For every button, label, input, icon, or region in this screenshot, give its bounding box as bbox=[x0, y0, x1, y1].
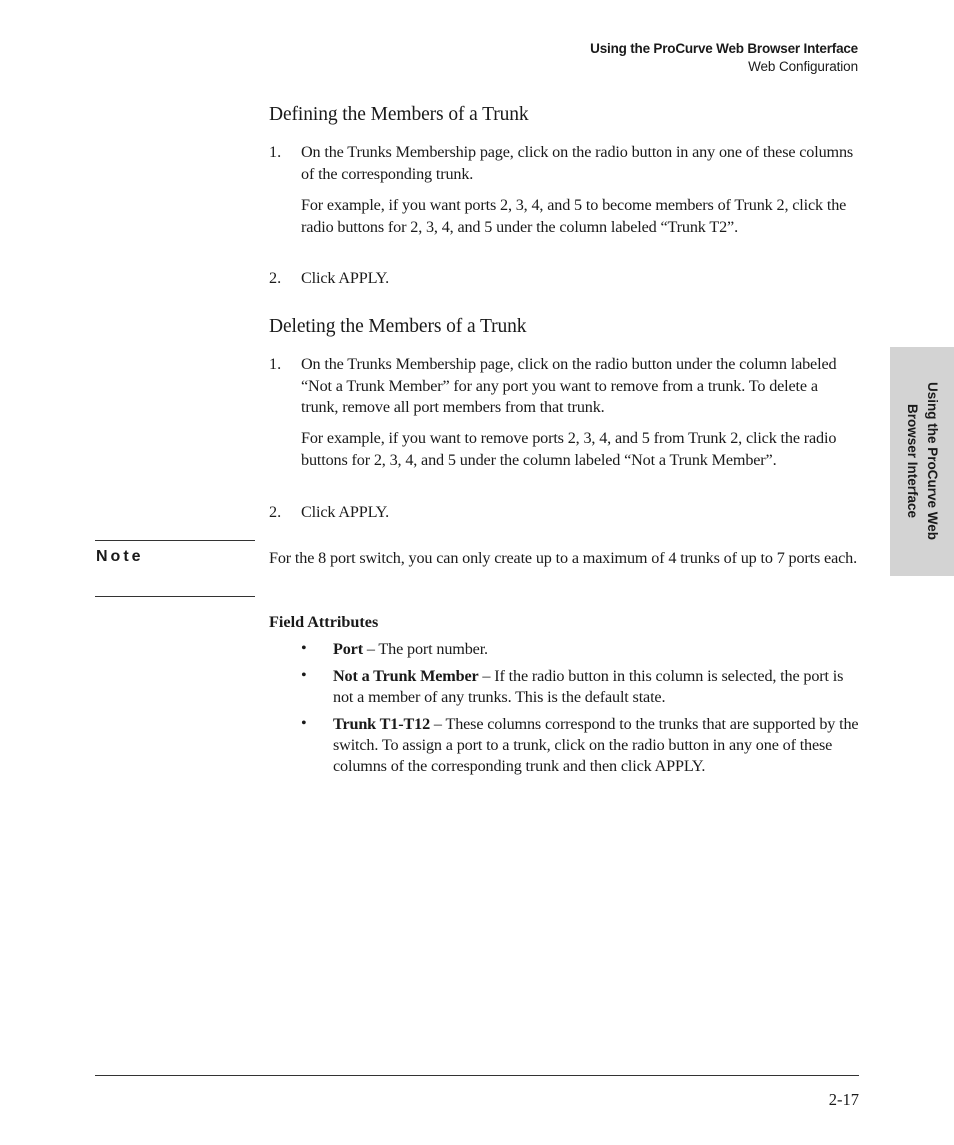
step-text: Click APPLY. bbox=[301, 503, 390, 521]
section-heading-deleting: Deleting the Members of a Trunk bbox=[269, 316, 527, 337]
section-heading-defining: Defining the Members of a Trunk bbox=[269, 104, 529, 125]
field-attribute-desc: – These columns correspond to the trunks that are supported by the switch. To assign a port to a trunk, click on the radio button in any one of these columns of the corresponding trunk and then click APPLY. bbox=[333, 715, 859, 776]
field-attributes-title: Field Attributes bbox=[269, 613, 379, 631]
footer-rule bbox=[95, 1075, 859, 1076]
note-label: Note bbox=[96, 548, 144, 565]
field-attribute-term: Not a Trunk Member bbox=[333, 667, 479, 685]
step-number: 1. bbox=[269, 355, 282, 373]
page-number: 2-17 bbox=[828, 1090, 859, 1109]
running-header-subtitle: Web Configuration bbox=[748, 59, 858, 74]
field-attribute-desc: – The port number. bbox=[362, 640, 488, 658]
bullet-marker: • bbox=[301, 666, 307, 684]
step-text: On the Trunks Membership page, click on the radio button under the column labeled “Not a Trunk Member” for any port you want to remove from a trunk. To delete a trunk, remove all port members from that trunk. bbox=[301, 355, 837, 416]
example-paragraph: For example, if you want to remove ports 2, 3, 4, and 5 from Trunk 2, click the radio buttons for 2, 3, 4, and 5 under the column labeled “Not a Trunk Member”. bbox=[301, 429, 837, 469]
field-attribute-term: Port bbox=[333, 640, 363, 658]
chapter-side-tab-label bbox=[902, 382, 942, 540]
step-text: On the Trunks Membership page, click on the radio button in any one of these columns of the corresponding trunk. bbox=[301, 143, 854, 183]
field-attribute-desc: – If the radio button in this column is selected, the port is not a member of any trunks. This is the default state. bbox=[333, 667, 844, 707]
side-tab-line2: Browser Interface bbox=[905, 403, 920, 519]
side-tab-line1: Using the ProCurve Web bbox=[925, 381, 940, 541]
running-header-title: Using the ProCurve Web Browser Interface bbox=[590, 41, 858, 56]
field-attribute-item bbox=[333, 639, 861, 660]
example-paragraph: For example, if you want ports 2, 3, 4, and 5 to become members of Trunk 2, click the radio buttons for 2, 3, 4, and 5 under the column labeled “Trunk T2”. bbox=[301, 196, 847, 236]
bullet-marker: • bbox=[301, 639, 307, 657]
step-number: 1. bbox=[269, 143, 282, 161]
bullet-marker: • bbox=[301, 714, 307, 732]
field-attribute-item bbox=[333, 714, 861, 778]
step-number: 2. bbox=[269, 503, 282, 521]
field-attribute-item bbox=[333, 666, 861, 708]
field-attribute-term: Trunk T1-T12 bbox=[333, 715, 431, 733]
note-text: For the 8 port switch, you can only create up to a maximum of 4 trunks of up to 7 ports each. bbox=[269, 549, 858, 567]
note-bottom-rule bbox=[95, 596, 255, 597]
step-number: 2. bbox=[269, 269, 282, 287]
note-top-rule bbox=[95, 540, 255, 541]
step-text: Click APPLY. bbox=[301, 269, 390, 287]
